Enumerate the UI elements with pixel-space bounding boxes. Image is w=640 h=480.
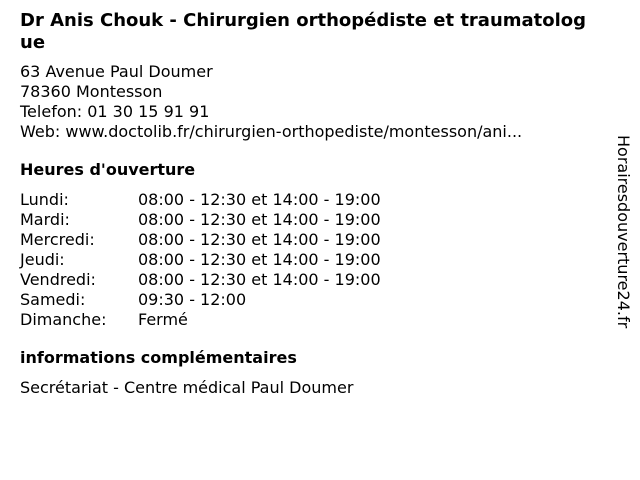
time-value: 08:00 - 12:30 et 14:00 - 19:00	[138, 190, 381, 209]
time-value: 09:30 - 12:00	[138, 290, 247, 309]
contact-block	[20, 62, 595, 142]
city-address: 78360 Montesson	[20, 82, 163, 101]
business-card	[20, 10, 595, 398]
brand-watermark: Horairesdouverture24.fr	[614, 135, 633, 329]
hours-row-tuesday	[20, 210, 595, 230]
day-label: Dimanche:	[20, 310, 107, 329]
hours-row-saturday	[20, 290, 595, 310]
hours-row-sunday	[20, 310, 595, 330]
time-value: 08:00 - 12:30 et 14:00 - 19:00	[138, 230, 381, 249]
day-label: Mercredi:	[20, 230, 95, 249]
day-label: Samedi:	[20, 290, 86, 309]
website-link[interactable]: Web: www.doctolib.fr/chirurgien-orthopediste/montesson/ani...	[20, 122, 523, 141]
day-label: Vendredi:	[20, 270, 96, 289]
hours-row-friday	[20, 270, 595, 290]
hours-table	[20, 190, 595, 330]
extra-info-heading: informations complémentaires	[20, 348, 297, 367]
time-value: Fermé	[138, 310, 188, 329]
time-value: 08:00 - 12:30 et 14:00 - 19:00	[138, 270, 381, 289]
day-label: Jeudi:	[20, 250, 65, 269]
day-label: Lundi:	[20, 190, 69, 209]
time-value: 08:00 - 12:30 et 14:00 - 19:00	[138, 210, 381, 229]
hours-row-monday	[20, 190, 595, 210]
hours-row-thursday	[20, 250, 595, 270]
hours-row-wednesday	[20, 230, 595, 250]
page-title: Dr Anis Chouk - Chirurgien orthopédiste et traumatologue	[20, 10, 587, 53]
time-value: 08:00 - 12:30 et 14:00 - 19:00	[138, 250, 381, 269]
phone-number: Telefon: 01 30 15 91 91	[20, 102, 210, 121]
extra-info-text: Secrétariat - Centre médical Paul Doumer	[20, 378, 354, 397]
hours-heading: Heures d'ouverture	[20, 160, 196, 179]
street-address: 63 Avenue Paul Doumer	[20, 62, 213, 81]
day-label: Mardi:	[20, 210, 70, 229]
